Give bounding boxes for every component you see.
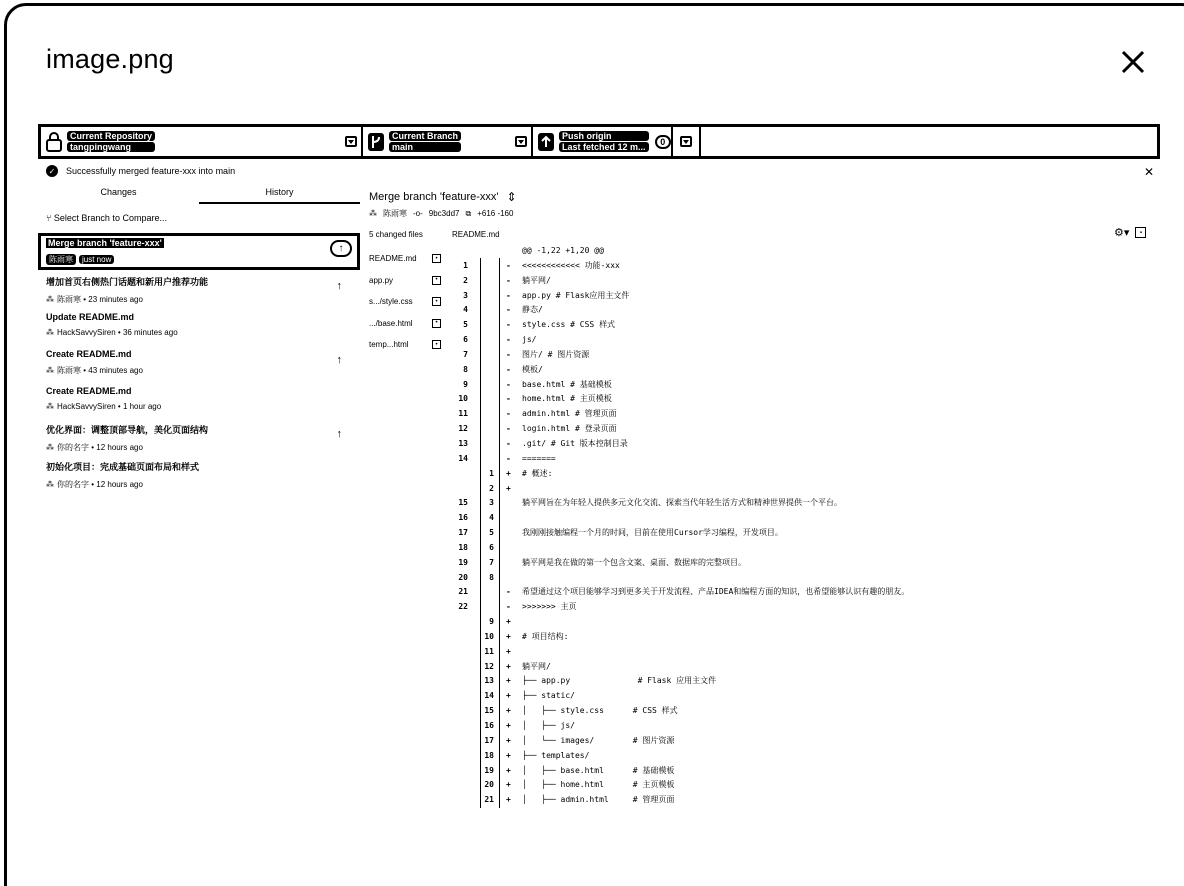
select-branch-label: Select Branch to Compare... (53, 213, 167, 223)
diff-line (440, 422, 1140, 437)
diff-text: ├── templates/ (522, 750, 590, 760)
toolbar (38, 124, 1160, 159)
diff-text: │ ├── admin.html # 管理页面 (522, 795, 675, 805)
diff-line (440, 615, 1140, 630)
modified-icon: • (432, 297, 441, 306)
diff-line (440, 452, 1140, 467)
lock-icon (45, 132, 63, 152)
old-line-number: 14 (458, 453, 468, 463)
file-name: README.md (369, 254, 417, 264)
old-line-number: 20 (458, 572, 468, 582)
push-count-badge: 0 (655, 135, 671, 149)
diff-sign: - (506, 320, 511, 330)
old-line-number: 17 (458, 528, 468, 538)
diff-text: │ ├── js/ (522, 721, 575, 730)
diff-line (440, 556, 1140, 571)
new-line-number: 4 (489, 513, 494, 523)
modified-icon: • (432, 276, 441, 285)
diff-file-name: README.md (452, 230, 500, 239)
diff-text: home.html # 主页模板 (522, 394, 612, 404)
diff-line (440, 244, 1140, 259)
arrow-up-icon: ↑ (336, 280, 342, 292)
diff-sign: - (506, 424, 511, 434)
old-line-number: 18 (458, 542, 468, 552)
commit-item[interactable]: 增加首页右侧热门话题和新用户推荐功能 ⁂ 陈雨寒 • 23 minutes ago ↑ (38, 270, 360, 307)
avatar-icon: ⁂ (46, 443, 54, 452)
commit-list (38, 233, 360, 492)
new-line-number: 19 (484, 765, 494, 775)
commit-author: HackSavvySiren (57, 328, 116, 337)
old-line-number: 12 (458, 424, 468, 434)
commit-message: 初始化项目：完成基础页面布局和样式 (46, 462, 200, 472)
diff-line (440, 259, 1140, 274)
commit-time: 12 hours ago (96, 443, 143, 452)
diff-line (440, 645, 1140, 660)
diff-text: 躺平网/ (522, 661, 551, 671)
diff-text: # 概述: (522, 468, 553, 478)
modified-icon: • (432, 254, 441, 263)
diff-text: 图片/ # 图片资源 (522, 349, 590, 359)
diff-line (440, 407, 1140, 422)
commit-author: 你的名字 (57, 480, 89, 489)
diff-line (440, 689, 1140, 704)
commit-item[interactable]: 初始化项目：完成基础页面布局和样式 ⁂ 你的名字 • 12 hours ago (38, 455, 360, 492)
diff-sign: + (506, 617, 511, 627)
diff-text: │ ├── base.html # 基础模板 (522, 765, 675, 775)
file-list (369, 248, 441, 356)
old-line-number: 7 (463, 349, 468, 359)
diff-line (440, 674, 1140, 689)
file-item[interactable] (369, 291, 441, 313)
new-line-number: 9 (489, 617, 494, 627)
select-branch-compare[interactable] (46, 213, 167, 223)
diff-text: │ ├── style.css # CSS 样式 (522, 706, 678, 716)
old-line-number: 16 (458, 513, 468, 523)
diff-text: style.css # CSS 样式 (522, 320, 616, 330)
old-line-number: 1 (463, 260, 468, 270)
new-line-number: 10 (484, 631, 494, 641)
diff-sign: + (506, 691, 511, 701)
diff-sign: + (506, 735, 511, 745)
diff-text: @@ -1,22 +1,20 @@ (522, 246, 604, 255)
new-line-number: 5 (489, 528, 494, 538)
expand-icon[interactable]: ⇕ (506, 190, 517, 204)
new-line-number: 21 (484, 795, 494, 805)
diff-text: │ └── images/ # 图片资源 (522, 735, 675, 745)
notice-text: Successfully merged feature-xxx into main (66, 166, 236, 176)
old-line-number: 22 (458, 602, 468, 612)
file-item[interactable] (369, 248, 441, 270)
window-title: image.png (46, 44, 174, 74)
diff-line (440, 660, 1140, 675)
old-line-number: 10 (458, 394, 468, 404)
commit-item[interactable]: Create README.md ⁂ 陈雨寒 • 43 minutes ago ↑ (38, 344, 360, 381)
diff-sign: - (506, 305, 511, 315)
old-line-number: 6 (463, 335, 468, 345)
new-line-number: 14 (484, 691, 494, 701)
diff-sign: + (506, 631, 511, 641)
diff-sign: + (506, 795, 511, 805)
diff-text: 躺平网旨在为年轻人提供多元文化交流、探索当代年轻生活方式和精神世界提供一个平台。 (522, 498, 842, 508)
commit-time: 23 minutes ago (88, 295, 143, 304)
commit-time: 1 hour ago (122, 402, 162, 411)
new-line-number: 12 (484, 661, 494, 671)
commit-author: 陈雨寒 (57, 366, 81, 375)
diff-line (440, 467, 1140, 482)
chevron-down-icon (345, 136, 357, 147)
commit-sha-icon: -o- (413, 209, 423, 218)
diff-line (440, 437, 1140, 452)
diff-text: ======= (522, 453, 556, 463)
commit-detail-message: Merge branch 'feature-xxx' (369, 191, 499, 203)
diff-sign: - (506, 602, 511, 612)
repo-label: Current Repository (67, 131, 155, 141)
modified-icon: • (432, 340, 441, 349)
current-branch-button[interactable] (363, 127, 533, 156)
diff-line (440, 585, 1140, 600)
new-line-number: 11 (484, 646, 494, 656)
old-line-number: 2 (463, 275, 468, 285)
file-item[interactable] (369, 270, 441, 292)
new-line-number: 7 (489, 557, 494, 567)
diff-text: js/ (522, 335, 537, 345)
current-repository-button[interactable] (41, 127, 363, 156)
commit-time: 36 minutes ago (122, 328, 178, 337)
diff-text: base.html # 基础模板 (522, 379, 612, 389)
push-origin-button[interactable] (533, 127, 673, 156)
diff-sign: + (506, 676, 511, 686)
diff-line (440, 496, 1140, 511)
diff-line (440, 704, 1140, 719)
commit-message: 优化界面：调整顶部导航，美化页面结构 (46, 425, 209, 435)
file-name: s.../style.css (369, 297, 413, 307)
old-line-number: 21 (458, 587, 468, 597)
new-line-number: 20 (484, 780, 494, 790)
diff-text: ├── app.py # Flask 应用主文件 (522, 676, 717, 686)
old-line-number: 15 (458, 498, 468, 508)
diff-sign: + (506, 750, 511, 760)
diff-text: 躺平网是我在做的第一个包含文案、桌面、数据库的完整项目。 (522, 557, 746, 567)
diff-text: ├── static/ (522, 691, 575, 701)
old-line-number: 13 (458, 438, 468, 448)
file-name: .../base.html (369, 318, 413, 328)
diff-line (440, 600, 1140, 615)
notice-close-icon[interactable]: ✕ (1144, 165, 1155, 179)
commit-author: 陈雨寒 (46, 254, 76, 265)
push-label: Push origin (559, 131, 649, 141)
file-item[interactable] (369, 313, 441, 335)
diff-sign: - (506, 275, 511, 285)
diff-line (440, 348, 1140, 363)
commit-time: just now (79, 255, 114, 264)
new-line-number: 15 (484, 706, 494, 716)
close-icon[interactable] (1117, 46, 1149, 78)
diff-sign: - (506, 349, 511, 359)
new-line-number: 6 (489, 542, 494, 552)
push-dropdown-button[interactable] (673, 127, 701, 156)
chevron-down-icon (515, 136, 527, 147)
diff-text: admin.html # 管理页面 (522, 409, 617, 419)
diff-text: app.py # Flask应用主文件 (522, 290, 630, 300)
diff-text: <<<<<<<<<<<< 功能-xxx (522, 260, 620, 270)
commit-author: HackSavvySiren (57, 402, 116, 411)
branch-small-icon: ⑂ (46, 213, 54, 223)
commit-sha: 9bc3dd7 (428, 209, 460, 218)
diff-sign: - (506, 438, 511, 448)
branch-icon (367, 132, 385, 152)
diff-line (440, 541, 1140, 556)
old-line-number: 5 (463, 320, 468, 330)
commit-detail-meta (369, 208, 513, 219)
diff-line (440, 793, 1140, 808)
diff-sign: - (506, 260, 511, 270)
old-line-number: 9 (463, 379, 468, 389)
diff-line (440, 318, 1140, 333)
diff-sign: + (506, 483, 511, 493)
new-line-number: 3 (489, 498, 494, 508)
diff-line (440, 630, 1140, 645)
diff-line (440, 274, 1140, 289)
commit-time: 43 minutes ago (88, 366, 143, 375)
diff-sign: - (506, 453, 511, 463)
file-name: app.py (369, 275, 394, 285)
diff-text: # 项目结构: (522, 631, 569, 641)
new-line-number: 8 (489, 572, 494, 582)
arrow-up-icon: ↑ (336, 354, 342, 366)
new-line-number: 17 (484, 735, 494, 745)
commit-message: Create README.md (46, 349, 132, 359)
new-line-number: 18 (484, 750, 494, 760)
commit-item[interactable]: Create README.md ⁂ HackSavvySiren • 1 hour ago (38, 381, 360, 418)
commit-time: 12 hours ago (96, 480, 143, 489)
commit-message: Create README.md (46, 386, 132, 396)
diff-text: >>>>>>> 主页 (522, 602, 577, 612)
diff-sign: + (506, 661, 511, 671)
old-line-number: 4 (463, 305, 468, 315)
chevron-down-icon (680, 136, 692, 147)
diff-line (440, 378, 1140, 393)
check-circle-icon: ✓ (46, 165, 58, 177)
diff-line (440, 571, 1140, 586)
copy-icon[interactable]: ⧉ (465, 208, 472, 218)
diff-line (440, 333, 1140, 348)
commit-detail-author: 陈雨寒 (383, 209, 407, 218)
arrow-up-icon: ↑ (336, 428, 342, 440)
modified-icon: • (432, 319, 441, 328)
upload-icon (537, 132, 555, 152)
diff-sign: - (506, 587, 511, 597)
diff-line (440, 526, 1140, 541)
diff-sign: + (506, 468, 511, 478)
file-name: temp...html (369, 340, 409, 350)
diff-text: .git/ # Git 版本控制目录 (522, 438, 628, 448)
avatar-icon: ⁂ (46, 402, 54, 411)
commit-item[interactable]: Update README.md ⁂ HackSavvySiren • 36 minutes ago (38, 307, 360, 344)
repo-value: tangpingwang (67, 142, 155, 152)
diff-line (440, 778, 1140, 793)
new-line-number: 1 (489, 468, 494, 478)
new-line-number: 13 (484, 676, 494, 686)
diff-line (440, 303, 1140, 318)
old-line-number: 19 (458, 557, 468, 567)
diff-line (440, 511, 1140, 526)
sidebar-tabs (38, 187, 360, 204)
diff-line (440, 289, 1140, 304)
diff-text: 躺平网/ (522, 275, 551, 285)
avatar-icon: ⁂ (46, 366, 54, 375)
diff-text: 我刚刚接触编程一个月的时间，目前在使用Cursor学习编程，开发项目。 (522, 528, 783, 538)
tab-history[interactable]: History (199, 187, 360, 204)
old-line-number: 3 (463, 290, 468, 300)
new-line-number: 2 (489, 483, 494, 493)
diff-text: 模板/ (522, 364, 543, 374)
diff-text: login.html # 登录页面 (522, 424, 617, 434)
diff-line (440, 719, 1140, 734)
success-notice (46, 165, 235, 177)
commit-message: 增加首页右侧热门话题和新用户推荐功能 (46, 277, 209, 287)
avatar-icon: ⁂ (46, 328, 54, 337)
commit-author: 你的名字 (57, 443, 89, 452)
commit-stats: +616 -160 (477, 209, 514, 218)
diff-toolbar (1114, 226, 1146, 239)
diff-text: │ ├── home.html # 主页模板 (522, 780, 675, 790)
diff-sign: - (506, 394, 511, 404)
diff-line (440, 734, 1140, 749)
file-item[interactable] (369, 334, 441, 356)
commit-item[interactable]: 优化界面：调整顶部导航，美化页面结构 ⁂ 你的名字 • 12 hours ago ↑ (38, 418, 360, 455)
arrow-up-icon: ↑ (330, 240, 352, 257)
avatar-icon: ⁂ (46, 480, 54, 489)
gear-icon[interactable]: ⚙▾ (1114, 227, 1130, 239)
expand-view-icon[interactable]: ▪ (1135, 227, 1146, 238)
diff-sign: + (506, 765, 511, 775)
diff-sign: + (506, 646, 511, 656)
diff-sign: + (506, 721, 511, 730)
diff-text: 静态/ (522, 305, 543, 315)
commit-item[interactable] (38, 233, 360, 270)
diff-sign: - (506, 379, 511, 389)
commit-message: Update README.md (46, 312, 135, 322)
avatar-icon: ⁂ (46, 295, 54, 304)
old-line-number: 8 (463, 364, 468, 374)
branch-label: Current Branch (389, 131, 461, 141)
diff-view (440, 244, 1140, 808)
diff-line (440, 749, 1140, 764)
diff-line (440, 482, 1140, 497)
branch-value: main (389, 142, 461, 152)
push-sub: Last fetched 12 m... (559, 142, 649, 152)
diff-sign: - (506, 290, 511, 300)
diff-line (440, 764, 1140, 779)
diff-text: 希望通过这个项目能够学习到更多关于开发流程、产品IDEA和编程方面的知识，也希望能够认识有趣的朋友。 (522, 587, 910, 597)
avatar-icon: ⁂ (369, 209, 377, 218)
diff-sign: - (506, 409, 511, 419)
changed-files-count: 5 changed files (369, 230, 423, 239)
old-line-number: 11 (458, 409, 468, 419)
diff-line (440, 363, 1140, 378)
diff-sign: - (506, 364, 511, 374)
commit-author: 陈雨寒 (57, 295, 81, 304)
commit-message: Merge branch 'feature-xxx' (48, 238, 162, 248)
commit-detail-title (369, 190, 517, 204)
diff-sign: - (506, 335, 511, 345)
new-line-number: 16 (484, 721, 494, 730)
tab-changes[interactable]: Changes (100, 187, 137, 197)
diff-sign: + (506, 706, 511, 716)
diff-line (440, 392, 1140, 407)
diff-sign: + (506, 780, 511, 790)
